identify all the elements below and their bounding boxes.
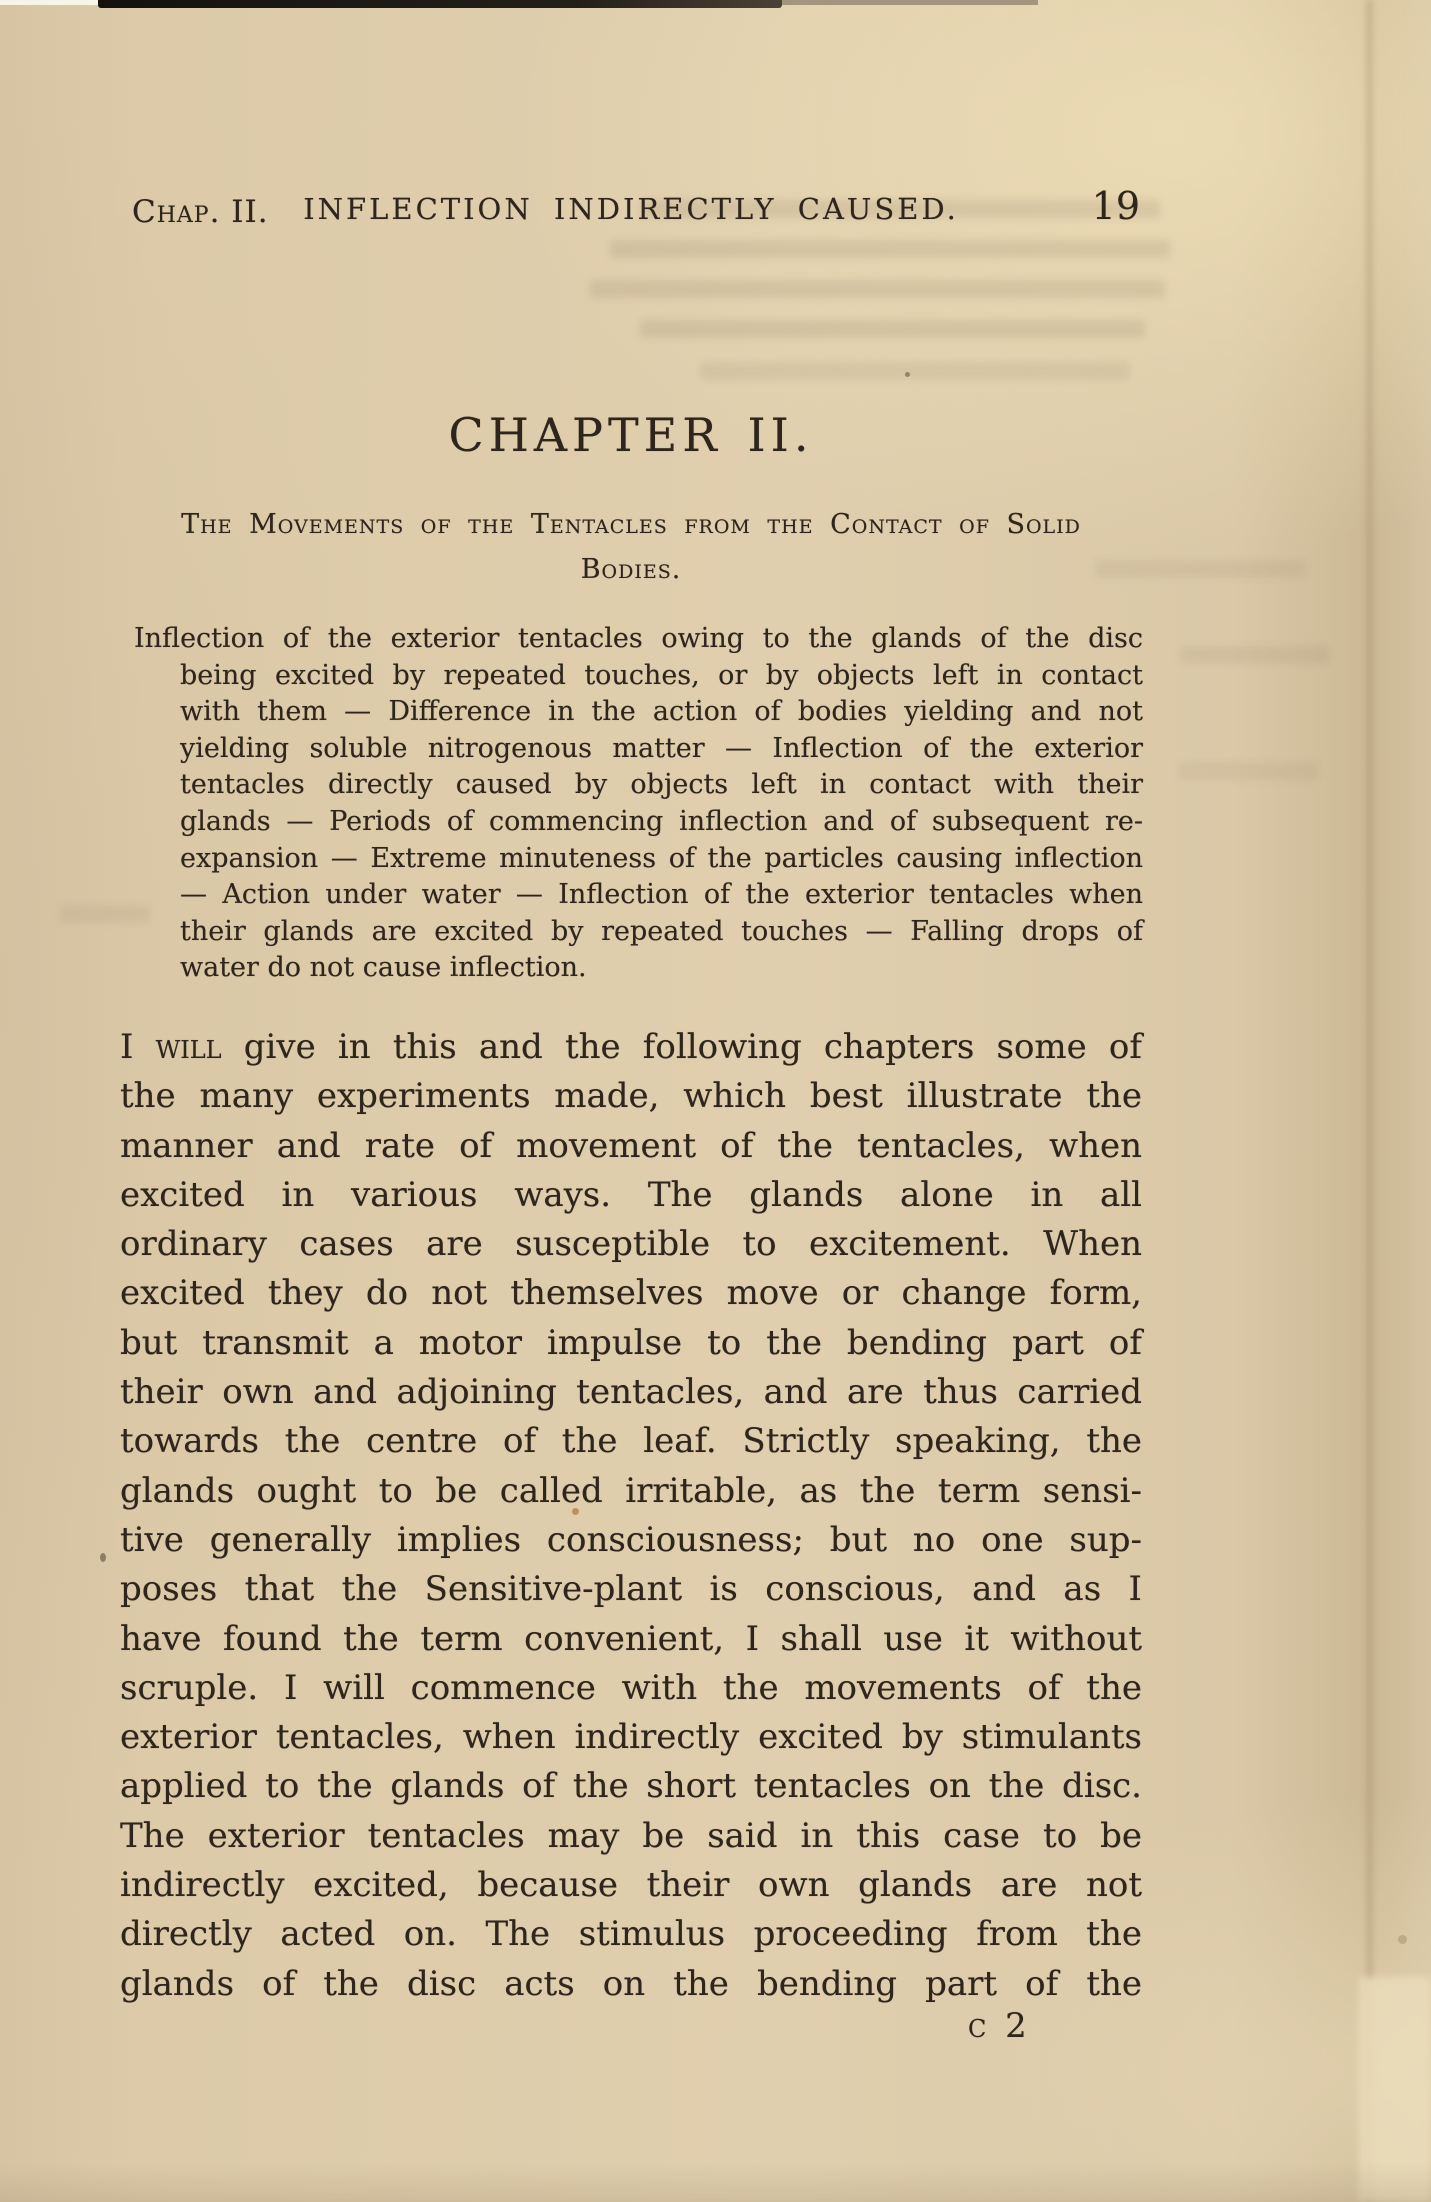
body-text-line: directly acted on. The stimulus proceeding from the [120, 1914, 1142, 1955]
body-text-line: The exterior tentacles may be said in this case to be [120, 1815, 1142, 1856]
body-text-line [120, 1023, 1142, 1072]
showthrough-artifact [640, 320, 1145, 338]
text-run: give in this and the following chapters some of [221, 1027, 1142, 1067]
scan-edge-artifact [0, 0, 100, 5]
showthrough-artifact [1180, 646, 1330, 664]
showthrough-artifact [610, 240, 1170, 258]
summary-line: Inflection of the exterior tentacles owing to the glands of the disc [134, 623, 1143, 654]
body-text-line: glands ought to be called irritable, as the term sensi- [120, 1470, 1142, 1511]
summary-line: being excited by repeated touches, or by objects left in contact [180, 659, 1143, 691]
body-text-line: ordinary cases are susceptible to excitement. When [120, 1224, 1142, 1265]
running-header [120, 184, 1142, 234]
body-text-line: indirectly excited, because their own glands are not [120, 1865, 1142, 1906]
summary-line: yielding soluble nitrogenous matter — Inflection of the exterior [180, 732, 1143, 764]
signature-mark: c 2 [968, 2006, 1031, 2046]
text-run: I [120, 1027, 156, 1067]
chapter-subtitle-line: Bodies. [580, 554, 682, 585]
showthrough-artifact [590, 280, 1165, 298]
body-text-line: their own and adjoining tentacles, and are thus carried [120, 1372, 1142, 1413]
body-text-line: applied to the glands of the short tentacles on the disc. [120, 1766, 1142, 1807]
body-text-line: but transmit a motor impulse to the bending part of [120, 1322, 1142, 1363]
paper-speck [905, 372, 910, 377]
small-caps-run: will [155, 1027, 222, 1067]
showthrough-artifact [1178, 762, 1318, 780]
chapter-summary [134, 621, 1143, 987]
body-text-line: excited in various ways. The glands alone in all [120, 1174, 1142, 1215]
chapter-label: Chap. II. [132, 194, 269, 230]
body-text-line: manner and rate of movement of the tentacles, when [120, 1125, 1142, 1166]
body-text-line: poses that the Sensitive-plant is conscious, and as I [120, 1569, 1142, 1610]
body-text [120, 1023, 1142, 2009]
summary-line: glands — Periods of commencing inflection and of subsequent re- [180, 805, 1143, 837]
chapter-title: CHAPTER II. [448, 408, 814, 462]
summary-line: expansion — Extreme minuteness of the particles causing inflection [180, 842, 1143, 874]
summary-line: with them — Difference in the action of bodies yielding and not [180, 696, 1143, 728]
body-text-line: scruple. I will commence with the movements of the [120, 1667, 1142, 1708]
showthrough-artifact [700, 362, 1130, 380]
showthrough-artifact [60, 905, 150, 923]
body-text-line: excited they do not themselves move or change form, [120, 1273, 1142, 1314]
body-text-line: tive generally implies consciousness; but no one sup- [120, 1519, 1142, 1560]
body-text-line: the many experiments made, which best illustrate the [120, 1076, 1142, 1117]
running-title: INFLECTION INDIRECTLY CAUSED. [303, 192, 959, 226]
scan-edge-artifact [98, 0, 782, 8]
body-text-line: towards the centre of the leaf. Strictly speaking, the [120, 1421, 1142, 1462]
body-text-line: exterior tentacles, when indirectly excited by stimulants [120, 1717, 1142, 1758]
paper-speck [1398, 1935, 1407, 1944]
chapter-subtitle-line: The Movements of the Tentacles from the Contact of Solid [181, 509, 1081, 540]
page-number: 19 [1091, 184, 1140, 228]
scan-edge-artifact [782, 0, 1038, 5]
chapter-subtitle [120, 502, 1142, 592]
page-edge-shadow [1366, 0, 1373, 2202]
summary-line: their glands are excited by repeated touches — Falling drops of [180, 915, 1143, 947]
body-text-line: glands of the disc acts on the bending part of the [120, 1963, 1142, 2004]
paper-speck [100, 1553, 106, 1562]
summary-line: tentacles directly caused by objects left in contact with their [180, 769, 1143, 801]
scan-edge-artifact [0, 2162, 1431, 2202]
summary-line: — Action under water — Inflection of the exterior tentacles when [180, 879, 1143, 911]
summary-line: water do not cause inflection. [180, 952, 587, 984]
body-text-line: have found the term convenient, I shall use it without [120, 1618, 1142, 1659]
